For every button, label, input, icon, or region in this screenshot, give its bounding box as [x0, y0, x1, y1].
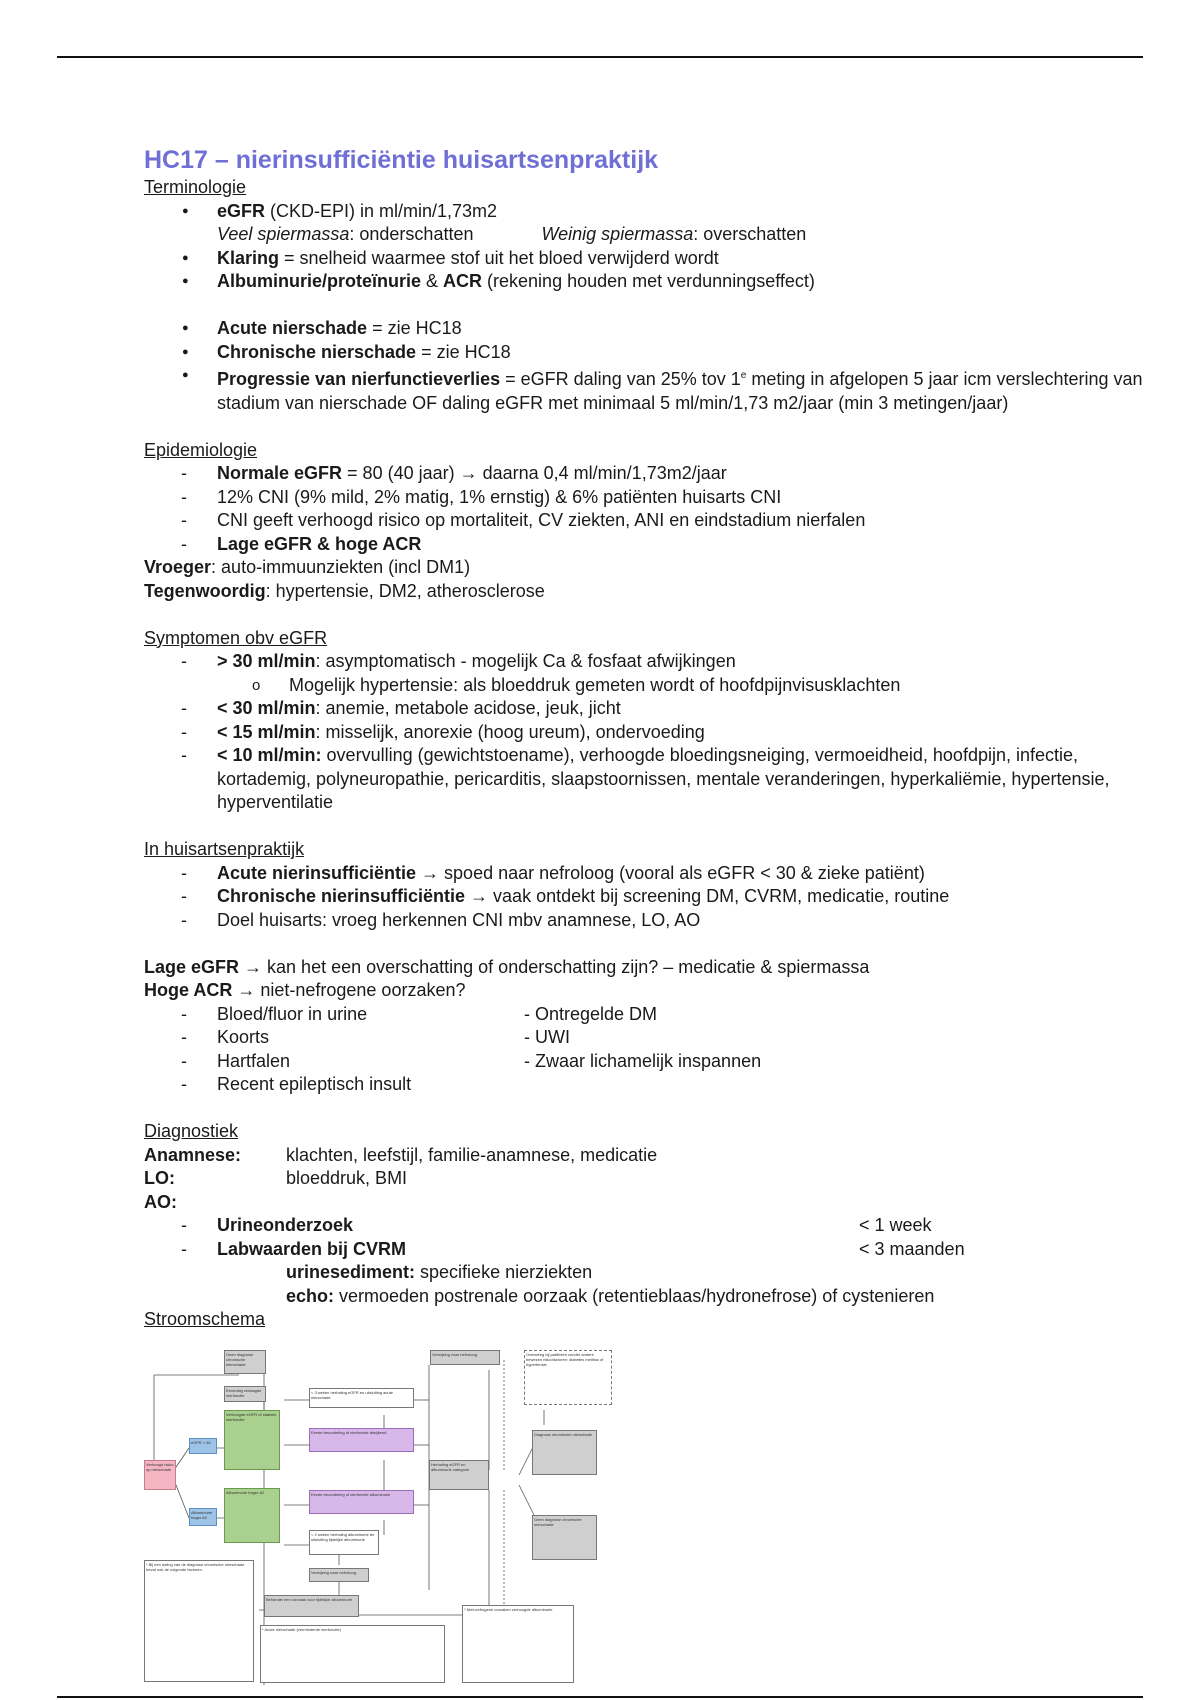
top-rule	[57, 56, 1143, 58]
list-item: - > 30 ml/min: asymptomatisch - mogelijk Ca & fosfaat afwijkingen	[144, 650, 1144, 674]
lo-line: LO: bloeddruk, BMI	[144, 1168, 408, 1188]
sediment-line: urinesediment: specifieke nierziekten	[286, 1262, 593, 1282]
flow-box-verwijzing-2: Verwijzing naar nefroloog	[309, 1568, 369, 1582]
symptomen-list	[144, 650, 1144, 674]
echo-line: echo: vermoeden postrenale oorzaak (retentieblaas/hydronefrose) of cystenieren	[286, 1285, 935, 1306]
oorzaken-row: - Hartfalen - Zwaar lichamelijk inspannen	[144, 1050, 1144, 1074]
flow-box-behandel: Behandel een oorzaak voor tijdelijke albuminurie	[264, 1595, 359, 1617]
flow-box-egfr: eGFR < 60	[189, 1438, 217, 1454]
lage-egfr-line: Lage eGFR → kan het een overschatting of onderschatting zijn? – medicatie & spiermassa	[144, 956, 870, 977]
list-item: ● Chronische nierschade = zie HC18	[144, 341, 1144, 365]
flow-box-beoordeling-1: Eerste beoordeling of nierfunctie afwijkend	[309, 1428, 414, 1452]
list-item: - < 15 ml/min: misselijk, anorexie (hoog ureum), ondervoeding	[144, 721, 1144, 745]
list-item: ● Klaring = snelheid waarmee stof uit het bloed verwijderd wordt	[144, 247, 1144, 271]
sub-item: o Mogelijk hypertensie: als bloeddruk gemeten wordt of hoofdpijnvisusklachten	[144, 674, 1144, 698]
list-item: ● eGFR (CKD-EPI) in ml/min/1,73m2 Veel spiermassa: onderschatten Weinig spiermassa: overschatten	[144, 200, 1144, 247]
list-item: - Normale eGFR = 80 (40 jaar) → daarna 0,4 ml/min/1,73m2/jaar	[144, 462, 1144, 486]
oorzaken-row: - Bloed/fluor in urine - Ontregelde DM	[144, 1003, 1144, 1027]
list-item: - < 30 ml/min: anemie, metabole acidose, jeuk, jicht	[144, 697, 1144, 721]
tegenwoordig-line: Tegenwoordig: hypertensie, DM2, atherosclerose	[144, 580, 545, 601]
flow-box-albu-a2: Albuminurie hoger A2	[189, 1508, 217, 1526]
hoge-acr-line: Hoge ACR → niet-nefrogene oorzaken?	[144, 980, 466, 1000]
page-title: HC17 – nierinsufficiëntie huisartsenpraktijk	[144, 146, 659, 174]
flow-box-beoordeling-2: Eerste beoordeling of nierfunctie albuminurie	[309, 1490, 414, 1514]
lab-line: - Labwaarden bij CVRM < 3 maanden	[144, 1238, 1144, 1262]
heading-stroomschema: Stroomschema	[144, 1309, 266, 1329]
flow-note-3: * Niet-nefrogene oorzaken verhoogde albuminurie	[462, 1605, 574, 1683]
flow-box-verhoogd-risico: Verhoogd risico op nierschade	[144, 1460, 176, 1490]
huisarts-list	[144, 862, 1144, 933]
heading-huisartsenpraktijk: In huisartsenpraktijk	[144, 839, 305, 859]
urine-line: - Urineonderzoek < 1 week	[144, 1214, 1144, 1238]
epidemiologie-list	[144, 462, 1144, 556]
flow-box-herhaling-cat: Herhaling eGFR en albuminurie categorie	[429, 1460, 489, 1490]
symptomen-list-2	[144, 697, 1144, 815]
ao-line: AO:	[144, 1191, 177, 1212]
list-item: - Chronische nierinsufficiëntie → vaak ontdekt bij screening DM, CVRM, medicatie, routine	[144, 885, 1144, 909]
anamnese-line: Anamnese: klachten, leefstijl, familie-anamnese, medicatie	[144, 1144, 658, 1165]
bottom-rule	[57, 1696, 1143, 1698]
flow-box-herhaling-2wk: < 2 weken herhaling albuminurie ter uitsluiting tijdelijke albuminurie	[309, 1530, 379, 1555]
flow-box-verlaagd: Verhoogde eGFR of stabiele nierfunctie	[224, 1410, 280, 1470]
flow-note-2: * Acute nierschade (verminderde nierfunctie)	[260, 1625, 445, 1683]
flow-box-albuminurie: Albuminurie hoger A2	[224, 1488, 280, 1543]
heading-symptomen: Symptomen obv eGFR	[144, 627, 328, 648]
flow-box-geen-diagnose-2: Geen diagnose chronische nierschade	[532, 1515, 597, 1560]
oorzaken-row: - Recent epileptisch insult	[144, 1073, 1144, 1097]
flow-box-diagnose-cns: Diagnose chronische nierschade	[532, 1430, 597, 1475]
heading-epidemiologie: Epidemiologie	[144, 439, 258, 460]
list-item: ● Progressie van nierfunctieverlies = eGFR daling van 25% tov 1e meting in afgelopen 5 jaar icm verslechtering van stadium van nierschade OF daling eGFR met minimaal 5 ml/min/1,73 m2/jaar (min 3 metingen/jaar)	[144, 364, 1144, 415]
nierschade-list	[144, 317, 1144, 415]
flow-box-geen-diagnose: Geen diagnose chronische nierschade	[224, 1350, 266, 1374]
vroeger-line: Vroeger: auto-immuunziekten (incl DM1)	[144, 557, 471, 577]
flow-box-overweeg: Overweeg bij patiënten zonder andere bewezen risicofactoren: diabetes mellitus of hypertensie	[524, 1350, 612, 1405]
flow-note-1: * Bij een daling van de diagnose chronische nierschade bevat ook de volgende factoren	[144, 1560, 254, 1682]
terminologie-list	[144, 200, 1144, 294]
document-body	[144, 144, 1144, 1332]
list-item: ● Acute nierschade = zie HC18	[144, 317, 1144, 341]
list-item: - < 10 ml/min: overvulling (gewichtstoename), verhoogde bloedingsneiging, vermoeidheid, hoofdpijn, infectie, kortademig, polyneuropathie, pericarditis, slaapstoornissen, mentale veranderingen, hyperkaliëmie, hypertensie, hyperventilatie	[144, 744, 1144, 815]
flow-box-herhaling-3wk: < 3 weken herhaling eGFR en uitsluiting acute nierschade	[309, 1388, 414, 1408]
list-item: - Acute nierinsufficiëntie → spoed naar nefroloog (vooral als eGFR < 30 & zieke patiënt)	[144, 862, 1144, 886]
list-item: - Lage eGFR & hoge ACR	[144, 533, 1144, 557]
list-item: - CNI geeft verhoogd risico op mortaliteit, CV ziekten, ANI en eindstadium nierfalen	[144, 509, 1144, 533]
oorzaken-row: - Koorts - UWI	[144, 1026, 1144, 1050]
flow-box-verwijzing: Verwijzing naar nefroloog	[430, 1350, 500, 1365]
heading-terminologie: Terminologie	[144, 177, 247, 197]
list-item: - 12% CNI (9% mild, 2% matig, 1% ernstig) & 6% patiënten huisarts CNI	[144, 486, 1144, 510]
flow-box-eenmalig: Eenmalig verlaagde nierfunctie	[224, 1386, 266, 1402]
heading-diagnostiek: Diagnostiek	[144, 1121, 239, 1141]
list-item: ● Albuminurie/proteïnurie & ACR (rekening houden met verdunningseffect)	[144, 270, 1144, 294]
flowchart	[144, 1350, 614, 1685]
list-item: - Doel huisarts: vroeg herkennen CNI mbv anamnese, LO, AO	[144, 909, 1144, 933]
